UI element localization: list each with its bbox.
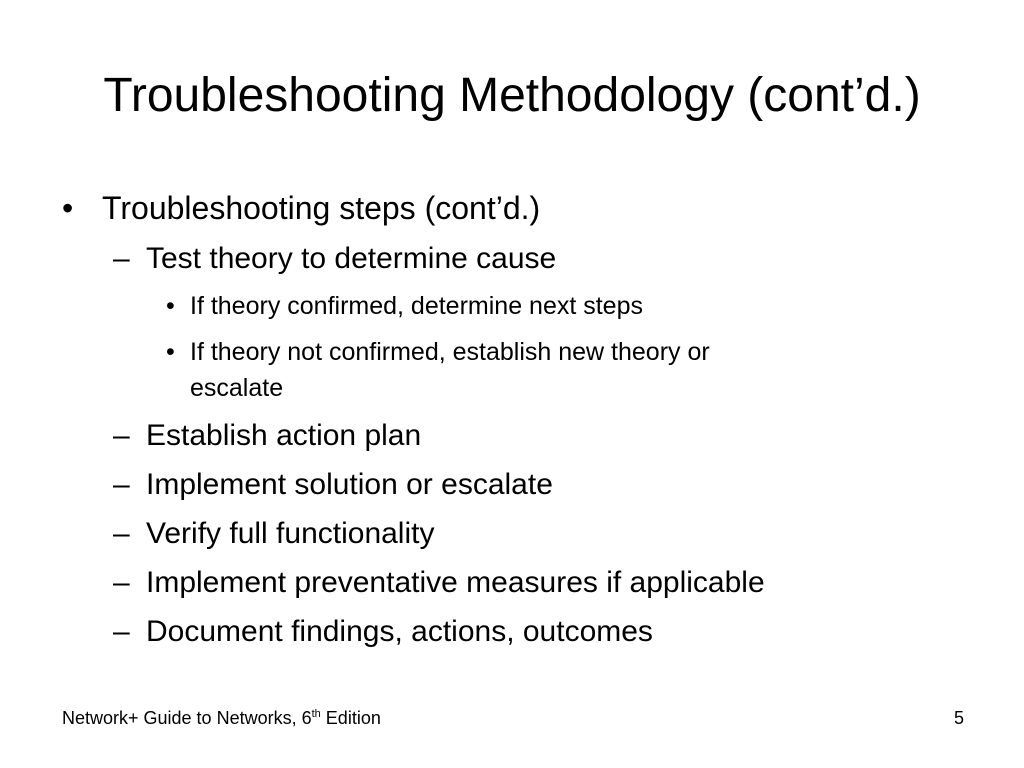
dash-icon: – — [113, 419, 130, 452]
footer-text-before: Network+ Guide to Networks, 6 — [62, 708, 312, 728]
dash-item-text: Document findings, actions, outcomes — [146, 615, 653, 648]
dash-item-text: Establish action plan — [146, 419, 422, 452]
dash-icon: – — [113, 468, 130, 501]
bullet-text: Troubleshooting steps (cont’d.) — [102, 190, 541, 226]
dash-item-text: Implement preventative measures if applicable — [146, 566, 765, 599]
footer-text-after: Edition — [320, 708, 381, 728]
slide-title: Troubleshooting Methodology (cont’d.) — [103, 69, 921, 122]
dash-item-text: Verify full functionality — [146, 517, 435, 550]
dash-icon: – — [113, 615, 130, 648]
sub-bullet-text: If theory confirmed, determine next steps — [190, 292, 643, 320]
dash-item-text: Test theory to determine cause — [146, 242, 557, 275]
sub-bullet-text-line1: If theory not confirmed, establish new theory or — [190, 338, 710, 366]
bullet-icon: • — [166, 338, 175, 366]
footer-book-title — [62, 706, 381, 730]
dash-icon: – — [113, 566, 130, 599]
sub-bullet-text-line2: escalate — [190, 374, 284, 402]
footer-superscript: th — [311, 708, 321, 720]
page-number: 5 — [953, 708, 964, 728]
dash-icon: – — [113, 242, 130, 275]
dash-icon: – — [113, 517, 130, 550]
dash-item-text: Implement solution or escalate — [146, 468, 553, 501]
bullet-icon: • — [62, 190, 74, 226]
bullet-icon: • — [166, 292, 175, 320]
